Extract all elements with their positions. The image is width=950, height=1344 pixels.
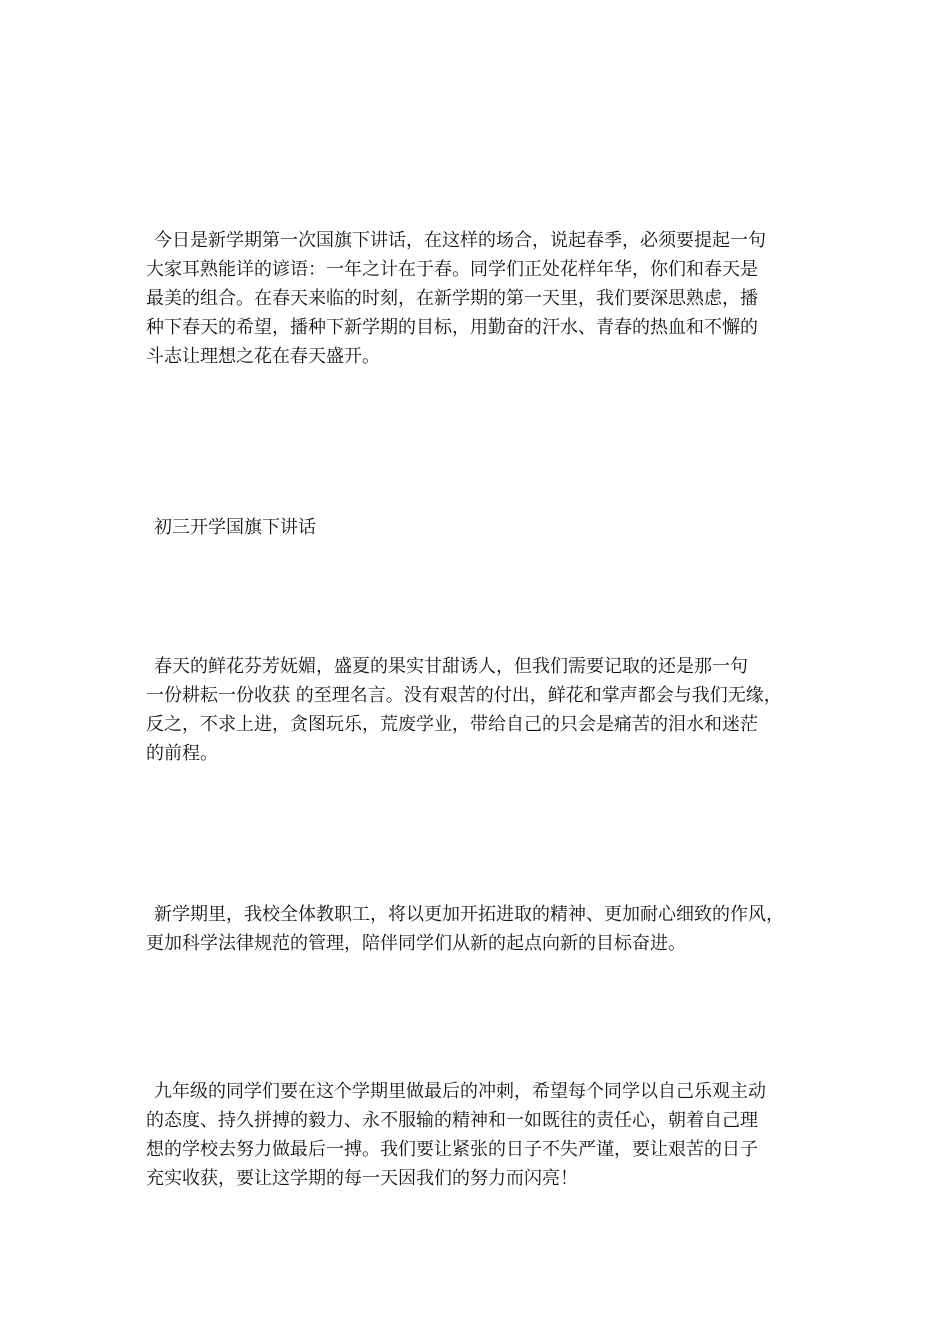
text-line: 九年级的同学们要在这个学期里做最后的冲刺，希望每个同学以自己乐观主动 xyxy=(154,1081,766,1102)
text-line: 新学期里，我校全体教职工，将以更加开拓进取的精神、更加耐心细致的作风， xyxy=(154,904,784,925)
text-line: 的态度、持久拼搏的毅力、永不服输的精神和一如既往的责任心，朝着自己理 xyxy=(146,1110,758,1131)
text-line: 想的学校去努力做最后一搏。我们要让紧张的日子不失严谨，要让艰苦的日子 xyxy=(146,1139,758,1160)
paragraph-intro xyxy=(146,226,826,371)
text-line: 的前程。 xyxy=(146,743,218,764)
text-line: 更加科学法律规范的管理，陪伴同学们从新的起点向新的目标奋进。 xyxy=(146,933,686,954)
section-heading xyxy=(146,513,826,542)
paragraph-grade-nine xyxy=(146,1077,826,1193)
text-line: 斗志让理想之花在春天盛开。 xyxy=(146,346,380,367)
paragraph-new-term xyxy=(146,900,826,958)
text-line: 一份耕耘一份收获 的至理名言。没有艰苦的付出，鲜花和掌声都会与我们无缘， xyxy=(146,685,782,706)
text-line: 春天的鲜花芬芳妩媚，盛夏的果实甘甜诱人，但我们需要记取的还是那一句 xyxy=(154,656,748,677)
text-line: 今日是新学期第一次国旗下讲话，在这样的场合，说起春季，必须要提起一句 xyxy=(154,230,766,251)
text-line: 充实收获，要让这学期的每一天因我们的努力而闪亮！ xyxy=(146,1168,578,1189)
text-line: 大家耳熟能详的谚语：一年之计在于春。同学们正处花样年华，你们和春天是 xyxy=(146,259,758,280)
heading-text: 初三开学国旗下讲话 xyxy=(154,517,316,538)
text-line: 最美的组合。在春天来临的时刻，在新学期的第一天里，我们要深思熟虑，播 xyxy=(146,288,758,309)
paragraph-spring-flowers xyxy=(146,652,826,768)
text-line: 反之，不求上进，贪图玩乐，荒废学业，带给自己的只会是痛苦的泪水和迷茫 xyxy=(146,714,758,735)
text-line: 种下春天的希望，播种下新学期的目标，用勤奋的汗水、青春的热血和不懈的 xyxy=(146,317,758,338)
